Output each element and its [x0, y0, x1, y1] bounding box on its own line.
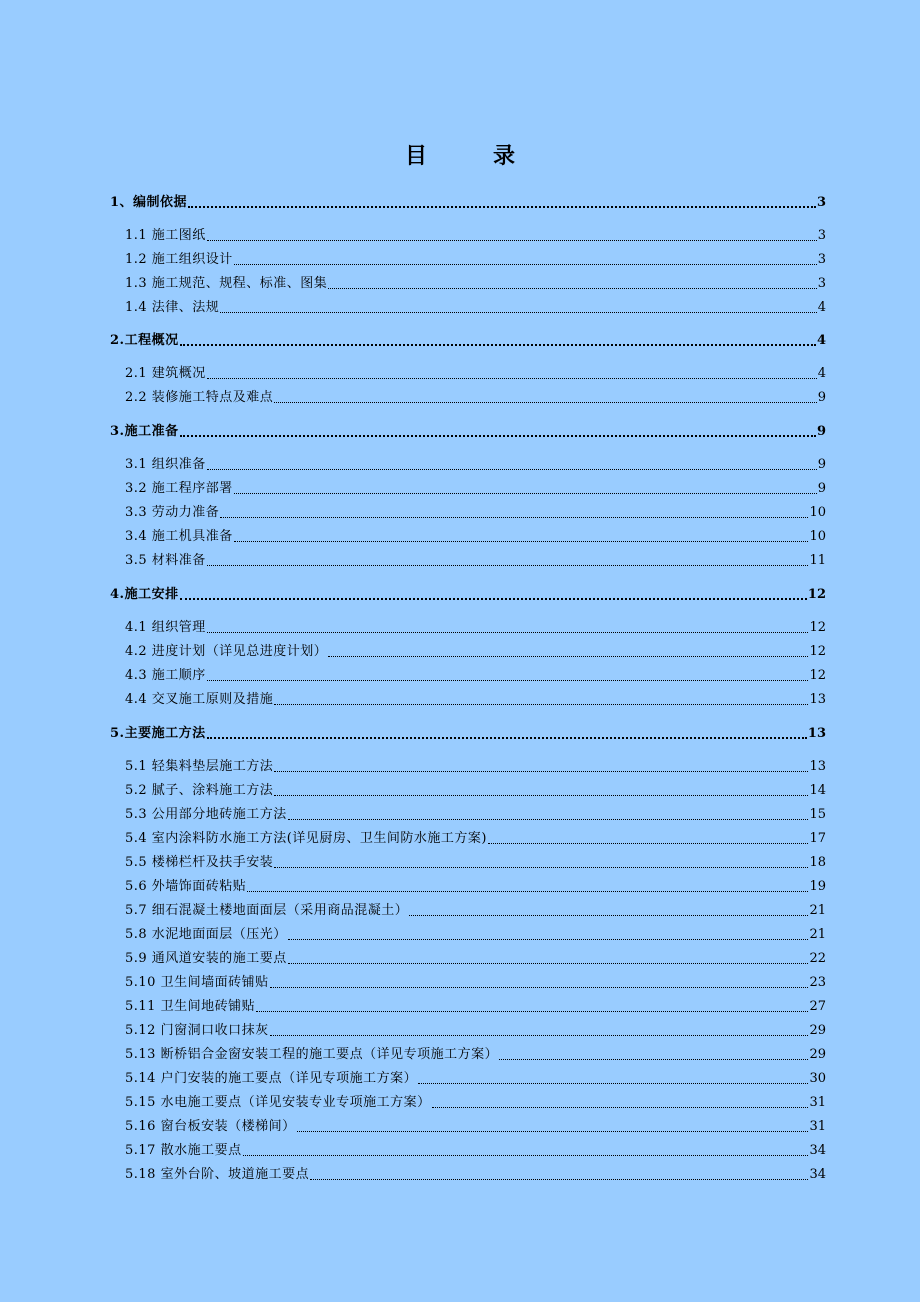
toc-entry[interactable]	[125, 950, 826, 968]
toc-page-number: 18	[809, 855, 826, 870]
toc-entry[interactable]	[125, 782, 826, 800]
toc-page-number: 23	[809, 975, 826, 990]
toc-page-number: 11	[809, 553, 826, 568]
toc-dot-leader	[310, 1179, 808, 1180]
toc-dot-leader	[234, 264, 817, 265]
toc-dot-leader	[180, 344, 816, 346]
toc-entry[interactable]	[125, 830, 826, 848]
toc-entry-label: 1.2 施工组织设计	[125, 252, 233, 267]
toc-page-number: 17	[809, 831, 826, 846]
toc-entry-label: 5.2 腻子、涂料施工方法	[125, 783, 274, 798]
toc-entry-label: 4.3 施工顺序	[125, 668, 206, 683]
toc-entry-label: 1.4 法律、法规	[125, 300, 220, 315]
toc-dot-leader	[234, 493, 817, 494]
toc-entry-label: 1.1 施工图纸	[125, 228, 206, 243]
toc-page-number: 13	[809, 692, 826, 707]
toc-dot-leader	[288, 963, 809, 964]
toc-dot-leader	[207, 240, 817, 241]
toc-entry-label: 5.14 户门安装的施工要点（详见专项施工方案）	[125, 1071, 418, 1086]
toc-entry[interactable]	[125, 974, 826, 992]
toc-entry[interactable]	[125, 528, 826, 546]
toc-dot-leader	[499, 1059, 808, 1060]
toc-page-number: 27	[809, 999, 826, 1014]
toc-page-number: 22	[809, 951, 826, 966]
toc-dot-leader	[409, 915, 808, 916]
toc-entry[interactable]	[125, 854, 826, 872]
toc-entry-label: 3.5 材料准备	[125, 553, 206, 568]
toc-entry-label: 4.4 交叉施工原则及措施	[125, 692, 274, 707]
toc-page-number: 15	[809, 807, 826, 822]
toc-entry[interactable]	[125, 691, 826, 709]
toc-dot-leader	[328, 656, 808, 657]
toc-entry[interactable]	[125, 251, 826, 269]
toc-dot-leader	[243, 1155, 809, 1156]
toc-dot-leader	[432, 1107, 809, 1108]
toc-dot-leader	[207, 469, 817, 470]
toc-page-number: 9	[817, 390, 826, 405]
toc-entry-label: 4.2 进度计划（详见总进度计划）	[125, 644, 328, 659]
toc-page-number: 29	[809, 1023, 826, 1038]
page-title: 目 录	[404, 143, 537, 169]
toc-entry-label: 5.3 公用部分地砖施工方法	[125, 807, 287, 822]
toc-entry-label: 5.17 散水施工要点	[125, 1143, 242, 1158]
toc-entry-label: 5.1 轻集料垫层施工方法	[125, 759, 274, 774]
toc-page-number: 9	[816, 424, 826, 439]
toc-dot-leader	[270, 1035, 809, 1036]
toc-entry[interactable]	[125, 456, 826, 474]
toc-page-number: 3	[817, 228, 826, 243]
toc-page-number: 4	[817, 300, 826, 315]
toc-entry[interactable]	[125, 619, 826, 637]
toc-entry[interactable]	[125, 1070, 826, 1088]
toc-entry-label: 1.3 施工规范、规程、标准、图集	[125, 276, 328, 291]
toc-entry[interactable]	[125, 552, 826, 570]
toc-page-number: 34	[809, 1143, 826, 1158]
toc-entry[interactable]	[125, 902, 826, 920]
toc-dot-leader	[256, 1011, 808, 1012]
toc-dot-leader	[418, 1083, 808, 1084]
toc-entry-label: 2.1 建筑概况	[125, 366, 206, 381]
toc-dot-leader	[188, 206, 816, 208]
toc-entry-label: 5.9 通风道安装的施工要点	[125, 951, 287, 966]
toc-entry-label: 5.16 窗台板安装（楼梯间）	[125, 1119, 296, 1134]
toc-entry-label: 2.工程概况	[110, 333, 179, 348]
toc-entry[interactable]	[125, 227, 826, 245]
toc-dot-leader	[207, 680, 809, 681]
toc-entry[interactable]	[125, 299, 826, 317]
toc-entry-label: 3.4 施工机具准备	[125, 529, 233, 544]
toc-dot-leader	[220, 312, 816, 313]
toc-page-number: 12	[809, 644, 826, 659]
toc-dot-leader	[207, 632, 809, 633]
toc-page-number: 21	[809, 903, 826, 918]
toc-dot-leader	[180, 598, 807, 600]
toc-entry-label: 3.2 施工程序部署	[125, 481, 233, 496]
toc-dot-leader	[288, 939, 809, 940]
toc-entry[interactable]	[125, 758, 826, 776]
toc-entry-label: 5.13 断桥铝合金窗安装工程的施工要点（详见专项施工方案）	[125, 1047, 499, 1062]
toc-page-number: 3	[817, 276, 826, 291]
toc-page-number: 3	[817, 252, 826, 267]
toc-page-number: 12	[809, 620, 826, 635]
toc-entry-label: 5.4 室内涂料防水施工方法(详见厨房、卫生间防水施工方案)	[125, 831, 487, 846]
toc-page-number: 10	[809, 505, 826, 520]
toc-entry-label: 3.3 劳动力准备	[125, 505, 220, 520]
toc-entry[interactable]	[125, 878, 826, 896]
toc-dot-leader	[297, 1131, 809, 1132]
toc-entry-label: 5.5 楼梯栏杆及扶手安装	[125, 855, 274, 870]
toc-dot-leader	[270, 987, 809, 988]
toc-entry[interactable]	[125, 1094, 826, 1112]
toc-entry[interactable]	[125, 806, 826, 824]
toc-entry[interactable]	[125, 275, 826, 293]
toc-dot-leader	[274, 704, 808, 705]
toc-page-number: 13	[809, 759, 826, 774]
toc-dot-leader	[180, 435, 816, 437]
toc-entry[interactable]	[125, 504, 826, 522]
toc-entry[interactable]	[125, 365, 826, 383]
toc-entry-label: 2.2 装修施工特点及难点	[125, 390, 274, 405]
toc-entry-label: 5.12 门窗洞口收口抹灰	[125, 1023, 269, 1038]
toc-entry-label: 5.7 细石混凝土楼地面面层（采用商品混凝土）	[125, 903, 409, 918]
toc-entry[interactable]	[110, 725, 826, 743]
toc-entry[interactable]	[110, 332, 826, 350]
toc-entry[interactable]	[125, 667, 826, 685]
toc-entry-label: 4.施工安排	[110, 587, 179, 602]
toc-dot-leader	[274, 867, 808, 868]
toc-entry[interactable]	[125, 926, 826, 944]
toc-entry-label: 5.18 室外台阶、坡道施工要点	[125, 1167, 310, 1182]
toc-page-number: 14	[809, 783, 826, 798]
toc-entry-label: 3.施工准备	[110, 424, 179, 439]
toc-page-number: 31	[809, 1119, 826, 1134]
toc-dot-leader	[274, 402, 816, 403]
toc-dot-leader	[207, 565, 809, 566]
toc-entry[interactable]	[125, 1046, 826, 1064]
toc-entry[interactable]	[125, 1166, 826, 1184]
toc-entry[interactable]	[125, 1022, 826, 1040]
toc-dot-leader	[274, 795, 808, 796]
toc-page-number: 4	[816, 333, 826, 348]
toc-dot-leader	[488, 843, 809, 844]
toc-entry[interactable]	[125, 389, 826, 407]
toc-page-number: 12	[807, 587, 826, 602]
toc-dot-leader	[207, 378, 817, 379]
toc-dot-leader	[207, 737, 807, 739]
toc-entry-label: 4.1 组织管理	[125, 620, 206, 635]
toc-dot-leader	[328, 288, 816, 289]
toc-entry[interactable]	[110, 586, 826, 604]
toc-dot-leader	[220, 517, 808, 518]
toc-entry-label: 5.15 水电施工要点（详见安装专业专项施工方案）	[125, 1095, 431, 1110]
toc-dot-leader	[234, 541, 809, 542]
toc-entry-label: 5.8 水泥地面面层（压光）	[125, 927, 287, 942]
toc-dot-leader	[247, 891, 808, 892]
toc-page-number: 12	[809, 668, 826, 683]
toc-page-number: 34	[809, 1167, 826, 1182]
toc-page-number: 9	[817, 481, 826, 496]
toc-page-number: 10	[809, 529, 826, 544]
toc-entry[interactable]	[125, 1118, 826, 1136]
toc-entry[interactable]	[110, 194, 826, 212]
toc-entry[interactable]	[110, 423, 826, 441]
toc-entry-label: 5.6 外墙饰面砖粘贴	[125, 879, 247, 894]
toc-page-number: 3	[816, 195, 826, 210]
toc-dot-leader	[274, 771, 808, 772]
toc-entry-label: 1、编制依据	[110, 195, 188, 210]
toc-page-number: 30	[809, 1071, 826, 1086]
toc-entry-label: 5.主要施工方法	[110, 726, 206, 741]
toc-entry[interactable]	[125, 998, 826, 1016]
toc-page-number: 13	[807, 726, 826, 741]
toc-dot-leader	[288, 819, 809, 820]
toc-page-number: 21	[809, 927, 826, 942]
toc-entry[interactable]	[125, 1142, 826, 1160]
toc-entry[interactable]	[125, 480, 826, 498]
toc-entry[interactable]	[125, 643, 826, 661]
toc-entry-label: 5.11 卫生间地砖铺贴	[125, 999, 256, 1014]
toc-entry-label: 5.10 卫生间墙面砖铺贴	[125, 975, 269, 990]
toc-page-number: 29	[809, 1047, 826, 1062]
toc-page-number: 4	[817, 366, 826, 381]
toc-page-number: 9	[817, 457, 826, 472]
toc-page-number: 31	[809, 1095, 826, 1110]
toc-entry-label: 3.1 组织准备	[125, 457, 206, 472]
toc-page-number: 19	[809, 879, 826, 894]
